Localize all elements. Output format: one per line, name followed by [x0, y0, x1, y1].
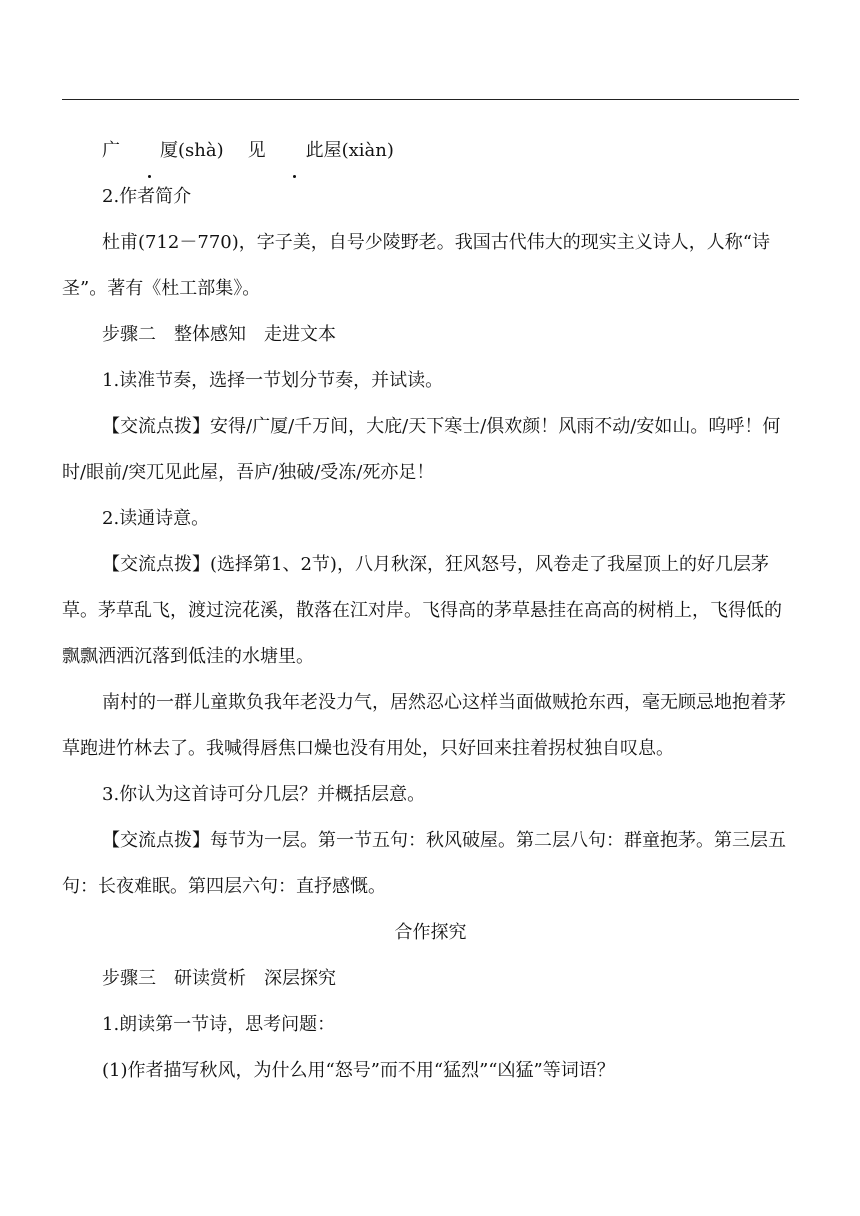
question-1: 1.读准节奏，选择一节划分节奏，并试读。 — [102, 370, 444, 391]
header-rule — [62, 99, 799, 100]
question-2: 2.读通诗意。 — [102, 508, 210, 529]
step2-label: 步骤二 — [102, 324, 156, 345]
step2-title-1: 整体感知 — [174, 324, 246, 345]
answer-1: 【交流点拨】安得/广厦/千万间，大庇/天下寒士/俱欢颜！风雨不动/安如山。呜呼！何时/眼前/突兀见此屋，吾庐/独破/受冻/死亦足！ — [62, 416, 781, 483]
pron-word-1-pre: 广 — [102, 140, 120, 161]
pron-word-1-dotted: 厦 — [120, 128, 178, 174]
pron-word-1-pinyin: (shà) — [178, 140, 224, 161]
pron-word-2-pre: 见 — [247, 140, 266, 161]
document-body — [62, 128, 799, 1094]
step3-label: 步骤三 — [102, 968, 156, 989]
question-4-1: (1)作者描写秋风，为什么用“怒号”而不用“猛烈”“凶猛”等词语？ — [102, 1060, 615, 1081]
answer-2: 【交流点拨】(选择第1、2节)，八月秋深，狂风怒号，风卷走了我屋顶上的好几层茅草。茅草乱飞，渡过浣花溪，散落在江对岸。飞得高的茅草悬挂在高高的树梢上，飞得低的飘飘洒洒沉落到低洼的水塘里。 — [62, 554, 782, 667]
question-4: 1.朗读第一节诗，思考问题： — [102, 1014, 336, 1035]
answer-3: 【交流点拨】每节为一层。第一节五句：秋风破屋。第二层八句：群童抱茅。第三层五句：长夜难眠。第四层六句：直抒感慨。 — [62, 830, 786, 897]
author-heading: 2.作者简介 — [102, 186, 192, 207]
section-title: 合作探究 — [394, 922, 467, 943]
step3-title-2: 深层探究 — [264, 968, 336, 989]
step3-heading — [62, 956, 799, 1002]
step2-heading — [62, 312, 799, 358]
step2-title-2: 走进文本 — [264, 324, 336, 345]
step3-title-1: 研读赏析 — [174, 968, 246, 989]
answer-2-continued: 南村的一群儿童欺负我年老没力气，居然忍心这样当面做贼抢东西，毫无顾忌地抱着茅草跑进竹林去了。我喊得唇焦口燥也没有用处，只好回来拄着拐杖独自叹息。 — [62, 692, 786, 759]
question-3: 3.你认为这首诗可分几层？并概括层意。 — [102, 784, 426, 805]
author-text: 杜甫(712－770)，字子美，自号少陵野老。我国古代伟大的现实主义诗人，人称“诗圣”。著有《杜工部集》。 — [62, 232, 770, 299]
pron-word-2-dotted: 此 — [266, 128, 324, 174]
pron-word-2-pinyin: 屋(xiàn) — [323, 140, 394, 161]
pronunciation-line — [62, 128, 799, 174]
